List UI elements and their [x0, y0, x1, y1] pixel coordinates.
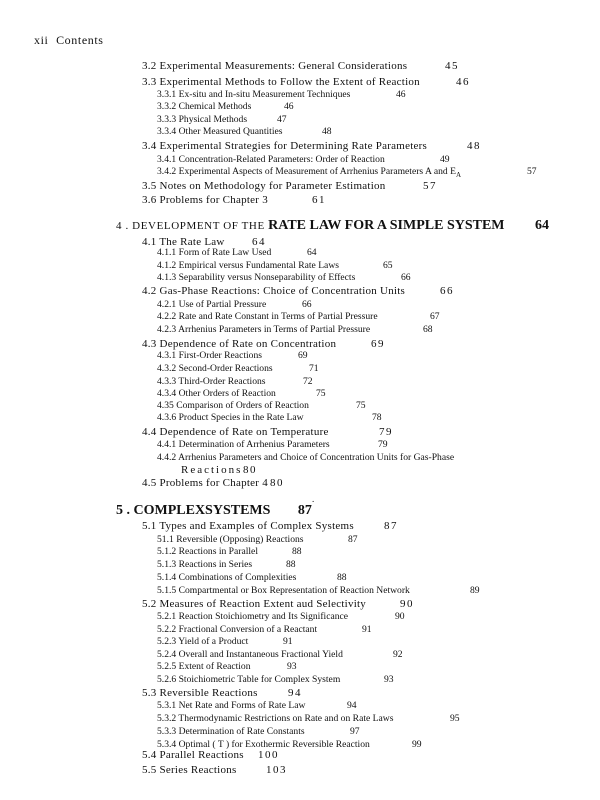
entry-title: Reversible (Opposing) Reactions: [176, 534, 304, 545]
entry-title: Determination of Rate Constants: [178, 726, 305, 737]
entry-page: 68: [423, 324, 433, 335]
entry-page: 49: [440, 154, 450, 165]
entry-page: 66: [401, 272, 411, 283]
toc-entry: [157, 662, 251, 672]
entry-title: Physical Methods: [178, 114, 248, 125]
entry-title: Experimental Measurements: General Considerations: [159, 60, 408, 72]
entry-number: 4.4.1: [157, 439, 179, 450]
entry-page: 46: [456, 76, 470, 88]
entry-title: Rate and Rate Constant in Terms of Partial Pressure: [178, 311, 378, 322]
entry-title: Reaction Stoichiometry and Its Significance: [178, 611, 349, 622]
entry-page: 65: [383, 260, 393, 271]
page-number: xii: [34, 33, 49, 47]
toc-entry: [157, 102, 251, 112]
entry-page: 88: [337, 572, 347, 583]
entry-number: 5.2.3: [157, 636, 179, 647]
toc-entry: [157, 312, 378, 322]
entry-number: 3.3.1: [157, 89, 179, 100]
entry-number: 5.5: [142, 764, 160, 776]
toc-entry: [142, 181, 386, 192]
entry-page: 99: [412, 739, 422, 750]
toc-entry: [157, 453, 454, 463]
entry-page: 90: [395, 611, 405, 622]
entry-page: 46: [396, 89, 406, 100]
toc-entry: [157, 625, 317, 635]
entry-page: 75: [316, 388, 326, 399]
entry-page: 87: [348, 534, 358, 545]
toc-entry: [157, 389, 276, 399]
entry-number: 5.1: [142, 520, 160, 532]
entry-number: 4.1.1: [157, 247, 179, 258]
toc-entry: [157, 351, 262, 361]
entry-title: Arrhenius Parameters and Choice of Concentration Units for Gas-Phase: [178, 452, 455, 463]
entry-page: 95: [450, 713, 460, 724]
entry-title: Experimental Aspects of Measurement of Arrhenius Parameters A and E: [178, 166, 456, 177]
toc-entry: [157, 535, 304, 545]
toc-entry: [157, 127, 283, 137]
entry-title: Second-Order Reactions: [178, 363, 273, 374]
entry-title: Empirical versus Fundamental Rate Laws: [178, 260, 339, 271]
entry-title: Third-Order Reactions: [178, 376, 266, 387]
entry-number: 5.3.4: [157, 739, 179, 750]
entry-title: Notes on Methodology for Parameter Estimation: [159, 180, 386, 192]
entry-page: 97: [350, 726, 360, 737]
entry-title: Other Measured Quantities: [178, 126, 283, 137]
entry-page: 72: [303, 376, 313, 387]
entry-number: 4.3: [142, 338, 160, 350]
entry-subscript: A: [455, 170, 461, 179]
entry-title: Problems for Chapter 3: [159, 194, 268, 206]
entry-title: Ex-situ and In-situ Measurement Techniques: [178, 89, 351, 100]
entry-title: Dependence of Rate on Concentration: [159, 338, 337, 350]
entry-title: Measures of Reaction Extent aud Selectivity: [159, 598, 367, 610]
chapter-title: COMPLEXSYSTEMS: [133, 503, 271, 518]
toc-entry: [157, 547, 258, 557]
entry-number: 3.3.4: [157, 126, 179, 137]
toc-entry: [157, 675, 340, 685]
entry-number: 4.35: [157, 400, 177, 411]
toc-entry: [142, 478, 268, 489]
entry-page: 88: [286, 559, 296, 570]
entry-title: Parallel Reactions: [159, 749, 244, 761]
entry-number: 3.2: [142, 60, 160, 72]
entry-page: 46: [284, 101, 294, 112]
entry-page: 79: [379, 426, 393, 438]
entry-number: 4.4.2: [157, 452, 179, 463]
entry-title: Comparison of Orders of Reaction: [176, 400, 309, 411]
entry-title: Chemical Methods: [178, 101, 252, 112]
toc-entry: [181, 465, 242, 476]
entry-number: 5.4: [142, 749, 160, 761]
entry-title: Thermodynamic Restrictions on Rate and on Rate Laws: [178, 713, 394, 724]
entry-number: 5.3: [142, 687, 160, 699]
entry-title: Form of Rate Law Used: [178, 247, 272, 258]
entry-number: 4.1: [142, 236, 160, 248]
chapter-page: 87: [297, 503, 312, 518]
entry-title: The Rate Law: [159, 236, 225, 248]
entry-number: 5.2.5: [157, 661, 179, 672]
entry-number: 5.2.1: [157, 611, 179, 622]
entry-page: 61: [312, 194, 326, 206]
entry-number: 4.2: [142, 285, 160, 297]
toc-entry: [142, 427, 329, 438]
toc-entry: [142, 521, 354, 532]
toc-entry: [157, 115, 247, 125]
stray-dot: .: [312, 494, 315, 504]
chapter-number: 5 .: [116, 503, 130, 518]
toc-entry: [142, 141, 427, 152]
entry-number: 5.2: [142, 598, 160, 610]
toc-entry: [142, 765, 237, 776]
chapter-number: 4 .: [116, 220, 129, 232]
entry-title: Experimental Methods to Follow the Extent of Reaction: [159, 76, 420, 88]
entry-title: Compartmental or Box Representation of Reaction Network: [178, 585, 410, 596]
toc-entry: [157, 440, 330, 450]
entry-page: 100: [258, 749, 279, 761]
entry-title: Use of Partial Pressure: [178, 299, 267, 310]
entry-number: 3.3: [142, 76, 160, 88]
entry-page: 71: [309, 363, 319, 374]
toc-entry: [157, 413, 304, 423]
entry-page: 87: [384, 520, 398, 532]
entry-page: 80: [243, 464, 257, 476]
toc-entry: [142, 286, 405, 297]
entry-page: 64: [252, 236, 266, 248]
entry-number: 3.4: [142, 140, 160, 152]
entry-page: 75: [356, 400, 366, 411]
entry-title: Concentration-Related Parameters: Order of Reaction: [178, 154, 385, 165]
chapter-5-heading: [116, 504, 312, 518]
entry-number: 4.5: [142, 477, 160, 489]
entry-title: Reactions in Series: [178, 559, 253, 570]
entry-number: 5.3.1: [157, 700, 179, 711]
toc-entry: [157, 401, 309, 411]
entry-number: 5.1.2: [157, 546, 179, 557]
toc-entry: [157, 650, 343, 660]
entry-title: Extent of Reaction: [178, 661, 251, 672]
entry-page: 66: [302, 299, 312, 310]
entry-number: 4.3.4: [157, 388, 179, 399]
entry-page: 92: [393, 649, 403, 660]
entry-title: Yield of a Product: [178, 636, 249, 647]
entry-title: Gas-Phase Reactions: Choice of Concentration Units: [159, 285, 406, 297]
toc-entry: [157, 612, 348, 622]
entry-number: 4.2.2: [157, 311, 179, 322]
entry-page: 47: [277, 114, 287, 125]
entry-number: 4.2.1: [157, 299, 179, 310]
toc-entry: [142, 195, 268, 206]
toc-entry: [142, 61, 407, 72]
entry-number: 3.3.3: [157, 114, 179, 125]
toc-entry: [142, 750, 244, 761]
toc-entry: [142, 599, 366, 610]
entry-page: 93: [384, 674, 394, 685]
toc-entry: [157, 560, 252, 570]
toc-entry: [157, 364, 273, 374]
entry-number: 4.3.6: [157, 412, 179, 423]
entry-number: 51.1: [157, 534, 177, 545]
entry-number: 3.6: [142, 194, 160, 206]
entry-title: Combinations of Complexities: [178, 572, 297, 583]
entry-number: 3.5: [142, 180, 160, 192]
entry-number: 5.3.2: [157, 713, 179, 724]
entry-title: Stoichiometric Table for Complex System: [178, 674, 341, 685]
entry-number: 4.3.1: [157, 350, 179, 361]
entry-number: 3.4.2: [157, 166, 179, 177]
entry-page: 79: [378, 439, 388, 450]
header-title: Contents: [56, 33, 104, 47]
entry-page: 66: [440, 285, 454, 297]
entry-title: Net Rate and Forms of Rate Law: [178, 700, 306, 711]
entry-number: 3.4.1: [157, 154, 179, 165]
chapter-title: RATE LAW FOR A SIMPLE SYSTEM: [268, 218, 505, 233]
toc-entry: [157, 273, 355, 283]
toc-entry: [157, 261, 339, 271]
entry-title: Product Species in the Rate Law: [178, 412, 304, 423]
entry-title: Fractional Conversion of a Reactant: [178, 624, 318, 635]
entry-page: 48: [467, 140, 481, 152]
entry-page: 89: [470, 585, 480, 596]
entry-page: 94: [347, 700, 357, 711]
entry-page: 93: [287, 661, 297, 672]
toc-entry: [142, 688, 258, 699]
entry-number: 4.2.3: [157, 324, 179, 335]
entry-page: 67: [430, 311, 440, 322]
entry-page: 69: [298, 350, 308, 361]
toc-entry: [157, 573, 296, 583]
entry-number: 4.3.2: [157, 363, 179, 374]
entry-title: Determination of Arrhenius Parameters: [178, 439, 330, 450]
entry-number: 5.2.4: [157, 649, 179, 660]
entry-title: Other Orders of Reaction: [178, 388, 276, 399]
entry-number: 5.3.3: [157, 726, 179, 737]
entry-number: 5.2.2: [157, 624, 179, 635]
entry-page: 78: [372, 412, 382, 423]
entry-page: 91: [362, 624, 372, 635]
chapter-title-small: DEVELOPMENT OF THE: [132, 220, 265, 232]
entry-title: First-Order Reactions: [178, 350, 262, 361]
entry-page: 103: [266, 764, 287, 776]
toc-entry: [142, 77, 420, 88]
entry-page: 90: [400, 598, 414, 610]
entry-title: Reversible Reactions: [159, 687, 258, 699]
entry-title: Reactions: [181, 464, 243, 476]
entry-number: 5.1.4: [157, 572, 179, 583]
entry-title: Dependence of Rate on Temperature: [159, 426, 329, 438]
entry-page: 69: [371, 338, 385, 350]
chapter-4-page: 64: [535, 218, 549, 233]
entry-number: 3.3.2: [157, 101, 179, 112]
entry-number: 4.4: [142, 426, 160, 438]
entry-title: Problems for Chapter 4: [159, 477, 268, 489]
entry-number: 5.1.3: [157, 559, 179, 570]
entry-page: 48: [322, 126, 332, 137]
entry-number: 4.3.3: [157, 376, 179, 387]
page-header: [34, 33, 104, 48]
entry-page: 45: [445, 60, 459, 72]
toc-entry: [157, 586, 410, 596]
entry-number: 5.1.5: [157, 585, 179, 596]
toc-entry: [157, 167, 461, 179]
toc-entry: [157, 637, 248, 647]
chapter-4-heading: [116, 219, 505, 233]
entry-number: 4.1.3: [157, 272, 179, 283]
entry-page: 88: [292, 546, 302, 557]
entry-title: Overall and Instantaneous Fractional Yield: [178, 649, 343, 660]
toc-entry: [157, 90, 350, 100]
entry-number: 5.2.6: [157, 674, 179, 685]
toc-entry: [157, 701, 305, 711]
entry-page: 94: [288, 687, 302, 699]
entry-page: 57: [423, 180, 437, 192]
entry-title: Arrhenius Parameters in Terms of Partial Pressure: [178, 324, 371, 335]
toc-entry: [157, 377, 266, 387]
entry-page: 91: [283, 636, 293, 647]
toc-entry: [157, 248, 271, 258]
entry-number: 4.1.2: [157, 260, 179, 271]
entry-title: Experimental Strategies for Determining Rate Parameters: [159, 140, 428, 152]
entry-title: Reactions in Parallel: [178, 546, 258, 557]
toc-entry: [157, 325, 370, 335]
toc-entry: [157, 155, 385, 165]
toc-entry: [157, 714, 393, 724]
toc-entry: [157, 300, 266, 310]
toc-entry: [157, 727, 305, 737]
entry-title: Types and Examples of Complex Systems: [159, 520, 354, 532]
entry-page: 57: [527, 166, 537, 177]
entry-title: Optimal ( T ) for Exothermic Reversible Reaction: [178, 739, 370, 750]
entry-title: Separability versus Nonseparability of Effects: [178, 272, 356, 283]
entry-page: 64: [307, 247, 317, 258]
entry-page: 80: [270, 477, 284, 489]
entry-title: Series Reactions: [159, 764, 237, 776]
toc-entry: [142, 339, 336, 350]
